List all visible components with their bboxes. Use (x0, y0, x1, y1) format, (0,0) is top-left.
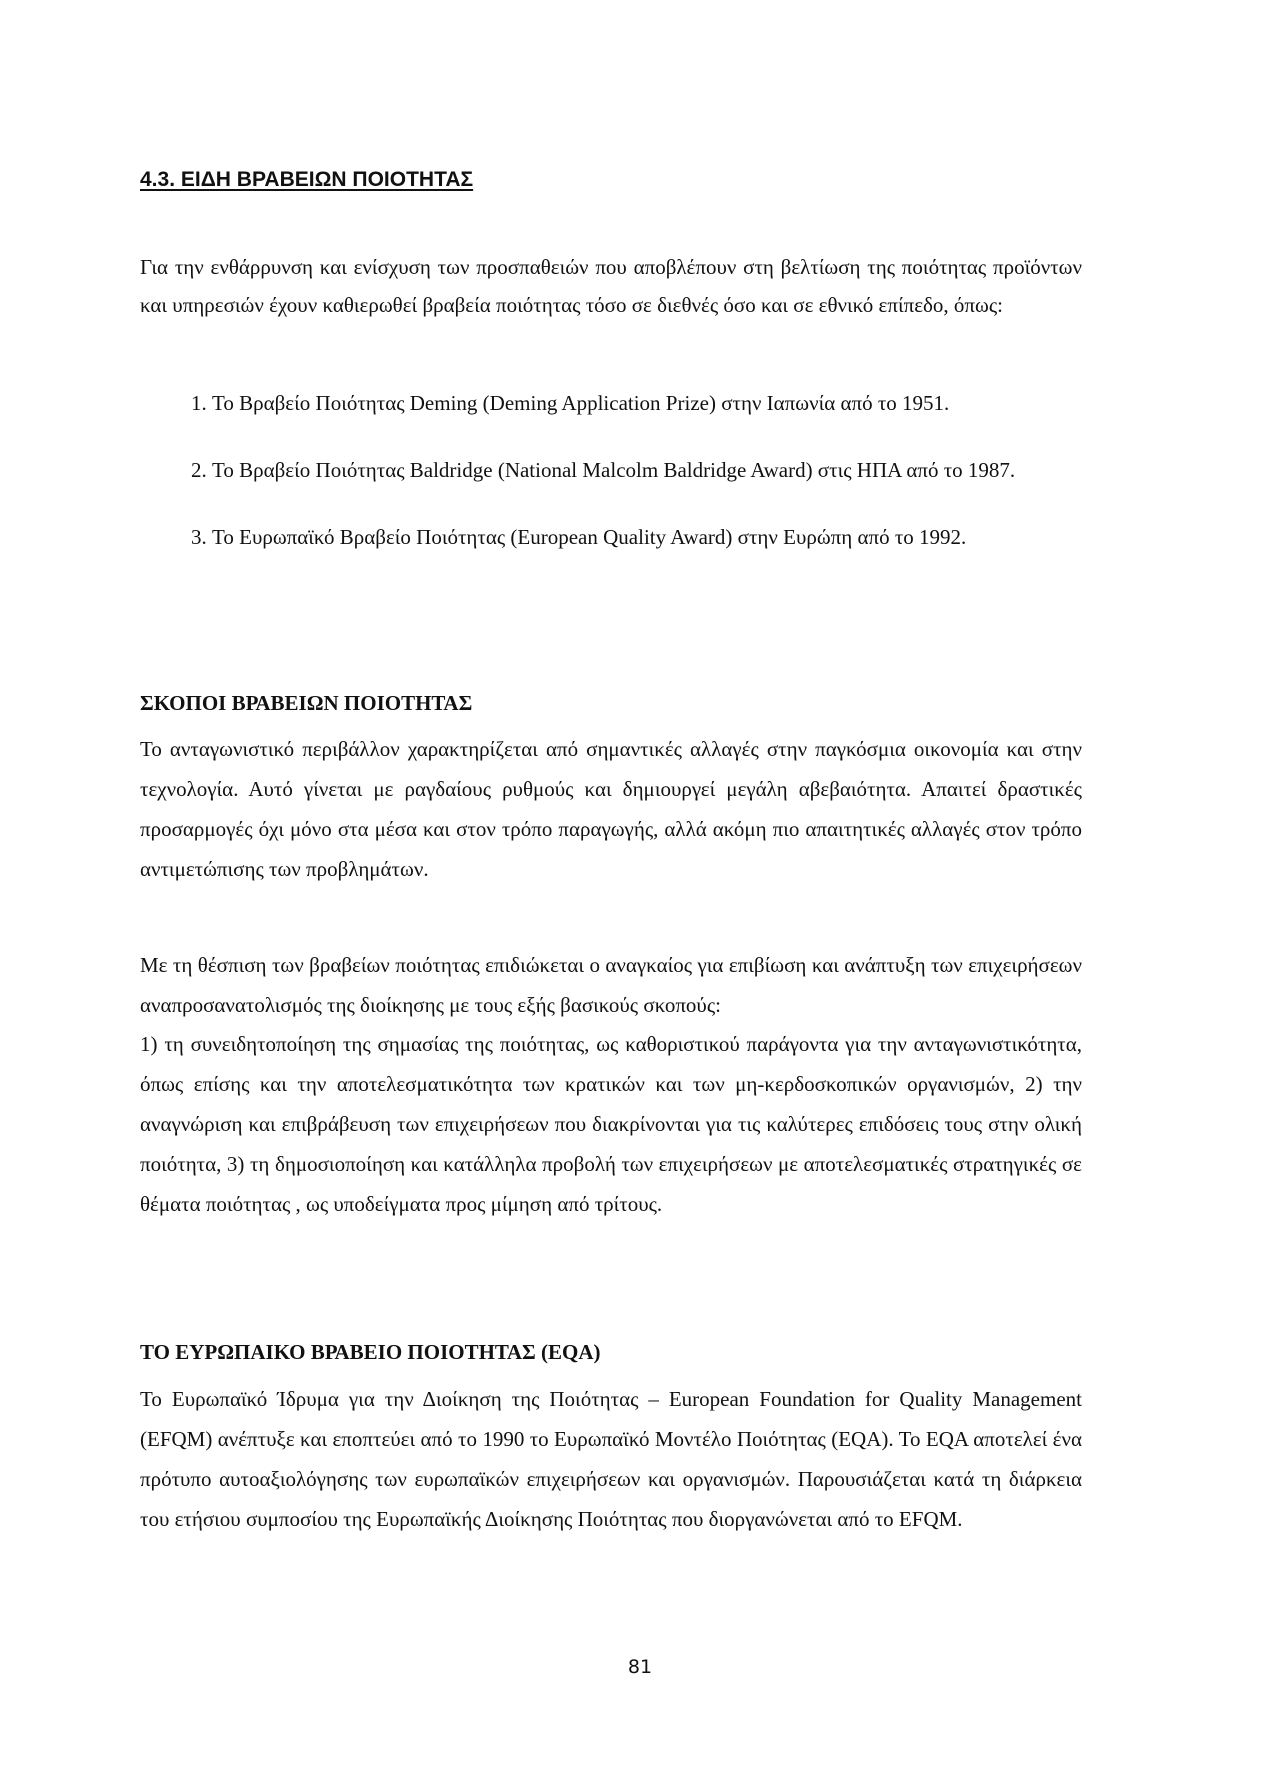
list-item (140, 451, 1082, 489)
intro-block (140, 248, 1082, 324)
eqa-heading: ΤΟ ΕΥΡΩΠΑΙΚΟ ΒΡΑΒΕΙΟ ΠΟΙΟΤΗΤΑΣ (EQA) (140, 1340, 601, 1364)
goals-paragraph-2-block (140, 945, 1082, 1025)
eqa-paragraph-block (140, 1379, 1082, 1539)
list-item-number: 2. (191, 458, 207, 482)
section-title: 4.3. ΕΙΔΗ ΒΡΑΒΕΙΩΝ ΠΟΙΟΤΗΤΑΣ (140, 168, 474, 191)
list-item-text: Το Ευρωπαϊκό Βραβείο Ποιότητας (European Quality Award) στην Ευρώπη από το 1992. (212, 525, 967, 549)
eqa-paragraph: Το Ευρωπαϊκό Ίδρυμα για την Διοίκηση της Ποιότητας – European Foundation for Quality Management (EFQM) ανέπτυξε και εποπτεύει από το 1990 το Ευρωπαϊκό Μοντέλο Ποιότητας (EQA). Το EQA αποτελεί ένα πρότυπο αυτοαξιολόγησης των ευρωπαϊκών επιχειρήσεων και οργανισμών. Παρουσιάζεται κατά τη διάρκεια του ετήσιου συμποσίου της Ευρωπαϊκής Διοίκησης Ποιότητας που διοργανώνεται από το EFQM. (140, 1387, 1082, 1531)
list-item (140, 384, 1082, 422)
goals-paragraph-3-block (140, 1024, 1082, 1224)
awards-list (140, 384, 1082, 585)
list-item-number: 1. (191, 391, 207, 415)
list-item-text: Το Βραβείο Ποιότητας Baldridge (National Malcolm Baldridge Award) στις ΗΠΑ από το 1987. (212, 458, 1016, 482)
list-item (140, 518, 1082, 556)
goals-paragraph-2: Με τη θέσπιση των βραβείων ποιότητας επιδιώκεται ο αναγκαίος για επιβίωση και ανάπτυξη των επιχειρήσεων αναπροσανατολισμός της διοίκησης με τους εξής βασικούς σκοπούς: (140, 953, 1082, 1017)
goals-paragraph-3: 1) τη συνειδητοποίηση της σημασίας της ποιότητας, ως καθοριστικού παράγοντα για την ανταγωνιστικότητα, όπως επίσης και την αποτελεσματικότητα των κρατικών και των μη-κερδοσκοπικών οργανισμών, 2) την αναγνώριση και επιβράβευση των επιχειρήσεων που διακρίνονται για τις καλύτερες επιδόσεις τους στην ολική ποιότητα, 3) τη δημοσιοποίηση και κατάλληλα προβολή των επιχειρήσεων με αποτελεσματικές στρατηγικές σε θέματα ποιότητας , ως υποδείγματα προς μίμηση από τρίτους. (140, 1032, 1082, 1216)
intro-paragraph: Για την ενθάρρυνση και ενίσχυση των προσπαθειών που αποβλέπουν στη βελτίωση της ποιότητας προϊόντων και υπηρεσιών έχουν καθιερωθεί βραβεία ποιότητας τόσο σε διεθνές όσο και σε εθνικό επίπεδο, όπως: (140, 255, 1082, 317)
list-item-number: 3. (191, 525, 207, 549)
list-item-text: Το Βραβείο Ποιότητας Deming (Deming Application Prize) στην Ιαπωνία από το 1951. (212, 391, 950, 415)
goals-paragraph-1: Το ανταγωνιστικό περιβάλλον χαρακτηρίζεται από σημαντικές αλλαγές στην παγκόσμια οικονομία και στην τεχνολογία. Αυτό γίνεται με ραγδαίους ρυθμούς και δημιουργεί μεγάλη αβεβαιότητα. Απαιτεί δραστικές προσαρμογές όχι μόνο στα μέσα και στον τρόπο παραγωγής, αλλά ακόμη πιο απαιτητικές αλλαγές στον τρόπο αντιμετώπισης των προβλημάτων. (140, 737, 1082, 881)
goals-heading: ΣΚΟΠΟΙ ΒΡΑΒΕΙΩΝ ΠΟΙΟΤΗΤΑΣ (140, 691, 473, 715)
page-number: 81 (627, 1656, 653, 1678)
goals-paragraph-1-block (140, 729, 1082, 889)
